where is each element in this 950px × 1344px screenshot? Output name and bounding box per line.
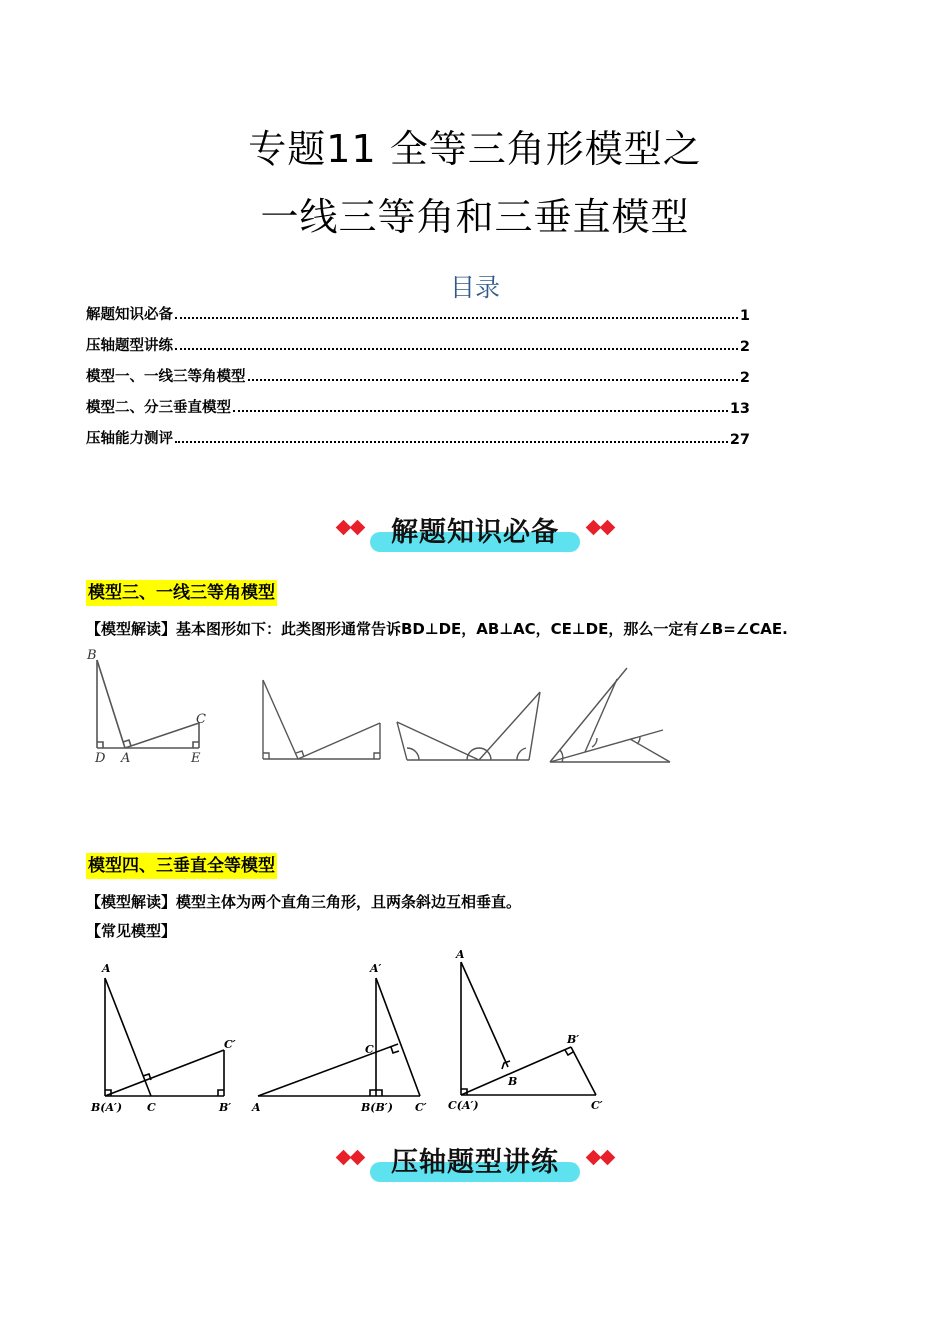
page-title-line1: 专题11 全等三角形模型之 (248, 127, 702, 171)
section-banner-practice (330, 1136, 620, 1186)
toc-entry[interactable] (86, 424, 750, 448)
label-A: A (252, 1101, 261, 1114)
toc-leader-dots (175, 440, 728, 443)
toc-entry-page: 2 (739, 339, 750, 355)
toc-leader-dots (175, 316, 738, 319)
model4-text: 【模型解读】模型主体为两个直角三角形，且两条斜边互相垂直。 (86, 893, 522, 911)
label-B-B-prime: B(B′) (361, 1101, 393, 1114)
label-C-prime: C′ (224, 1038, 236, 1051)
model3-text: 【模型解读】基本图形如下：此类图形通常告诉BD⊥DE，AB⊥AC，CE⊥DE，那么一定有∠B=∠CAE. (86, 620, 788, 638)
toc-entry-page: 2 (739, 370, 750, 386)
label-B: B (87, 648, 97, 663)
model4-figure-3 (446, 945, 616, 1117)
model3-figure-4 (545, 664, 675, 766)
label-C-A-prime: C(A′) (448, 1099, 479, 1112)
label-A-prime: A′ (370, 962, 382, 975)
toc-heading: 目录 (449, 273, 500, 302)
section-banner-knowledge (330, 506, 620, 556)
label-C-prime: C′ (415, 1101, 427, 1114)
label-C: C (196, 712, 206, 727)
model4-heading: 模型四、三垂直全等模型 (86, 853, 277, 879)
page-title-line2: 一线三等角和三垂直模型 (260, 195, 690, 239)
toc-entry-page: 27 (729, 432, 750, 448)
model3-heading: 模型三、一线三等角模型 (86, 580, 277, 606)
toc-entry[interactable] (86, 300, 750, 324)
label-A: A (121, 751, 131, 766)
banner-label: 压轴题型讲练 (391, 1147, 559, 1178)
label-B: B (508, 1075, 518, 1088)
model3-figure-1 (84, 645, 224, 770)
toc-entry-label: 压轴能力测评 (86, 431, 173, 447)
toc-leader-dots (248, 378, 738, 381)
toc-entry-label: 压轴题型讲练 (86, 338, 173, 354)
model4-common-label: 【常见模型】 (86, 922, 177, 940)
model3-figure-2 (258, 675, 386, 765)
label-A: A (456, 948, 465, 961)
label-A: A (102, 962, 111, 975)
model4-figure-2 (248, 958, 438, 1118)
label-C-prime: C′ (591, 1099, 603, 1112)
toc-entry[interactable] (86, 331, 750, 355)
label-D: D (95, 751, 106, 766)
model4-figure-1 (88, 958, 248, 1118)
model3-figure-3 (393, 688, 545, 764)
toc-leader-dots (175, 347, 738, 350)
label-B-A-prime: B(A′) (91, 1101, 123, 1114)
toc-leader-dots (233, 409, 728, 412)
toc-entry-page: 1 (739, 308, 750, 324)
toc-entry[interactable] (86, 393, 750, 417)
label-C: C (147, 1101, 156, 1114)
toc-entry-page: 13 (729, 401, 750, 417)
toc-entry[interactable] (86, 362, 750, 386)
label-C: C (365, 1043, 374, 1056)
toc-entry-label: 模型二、分三垂直模型 (86, 400, 231, 416)
label-E: E (191, 751, 201, 766)
banner-label: 解题知识必备 (391, 517, 559, 548)
toc-entry-label: 模型一、一线三等角模型 (86, 369, 246, 385)
toc-entry-label: 解题知识必备 (86, 307, 173, 323)
label-B-prime: B′ (567, 1033, 580, 1046)
label-B-prime: B′ (219, 1101, 232, 1114)
